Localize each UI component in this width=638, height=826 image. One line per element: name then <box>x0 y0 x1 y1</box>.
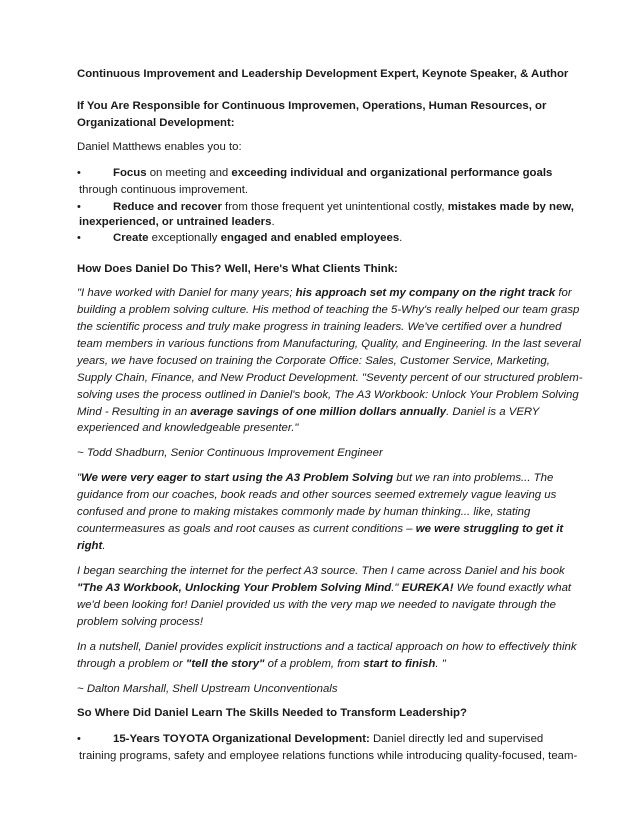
skills-heading: So Where Did Daniel Learn The Skills Needed to Transform Leadership? <box>77 707 467 719</box>
quote-1-line: solving uses the process outlined in Daniel's book, The A3 Workbook: Unlock Your Problem Solving <box>77 389 579 401</box>
quote-1-line: years, we have focused on training the Corporate Office: Sales, Customer Service, Marketing, <box>77 355 550 367</box>
quote-2-line: confused and prone to making mistakes commonly made by human thinking... like, stating <box>77 506 531 518</box>
audience-heading-line-1: If You Are Responsible for Continuous Improvemen, Operations, Human Resources, or <box>77 100 547 112</box>
clients-heading: How Does Daniel Do This? Well, Here's What Clients Think: <box>77 263 398 275</box>
attribution-1: ~ Todd Shadburn, Senior Continuous Improvement Engineer <box>77 447 383 459</box>
skills-bullet-line-2: training programs, safety and employee relations functions while introducing quality-focused, team- <box>79 750 578 762</box>
quote-1-line: experienced and knowledgeable presenter." <box>77 422 299 434</box>
quote-4-line-2: through a problem or "tell the story" of a problem, from start to finish. " <box>77 658 446 670</box>
bullet-glyph: • <box>77 167 81 179</box>
audience-heading-line-2: Organizational Development: <box>77 117 235 129</box>
page-heading: Continuous Improvement and Leadership Development Expert, Keynote Speaker, & Author <box>77 68 569 80</box>
quote-3-line: I began searching the internet for the perfect A3 source. Then I came across Daniel and his book <box>77 565 565 577</box>
quote-4-line: In a nutshell, Daniel provides explicit instructions and a tactical approach on how to effectively think <box>77 641 577 653</box>
quote-2-line: guidance from our coaches, book reads and other sources seemed extremely vague leaving us <box>77 489 557 501</box>
bullet-2-line-1: Reduce and recover from those frequent yet unintentional costly, mistakes made by new, <box>113 201 574 213</box>
bullet-2-line-2: inexperienced, or untrained leaders. <box>79 216 275 228</box>
quote-1-line: Supply Chain, Finance, and New Product Development. "Seventy percent of our structured problem- <box>77 372 583 384</box>
bullet-1-line-2: through continuous improvement. <box>79 184 249 196</box>
quote-2-line-5: right. <box>77 540 106 552</box>
quote-2-line-4: countermeasures as goals and root causes as current conditions – we were struggling to get it <box>77 523 564 535</box>
quote-1-line-1: "I have worked with Daniel for many years; his approach set my company on the right track for <box>77 287 572 299</box>
quote-1-line-8: Mind - Resulting in an average savings of one million dollars annually. Daniel is a VERY <box>77 406 540 418</box>
attribution-2: ~ Dalton Marshall, Shell Upstream Unconventionals <box>77 683 338 695</box>
bullet-glyph: • <box>77 201 81 213</box>
quote-3-line: problem solving process! <box>77 616 203 628</box>
quote-3-line: we'd been looking for! Daniel provided us with the very map we needed to navigate through the <box>77 599 556 611</box>
bullet-glyph: • <box>77 232 81 244</box>
quote-1-line: building a problem solving culture. His method of teaching the 5-Why's really helped our team grasp <box>77 304 580 316</box>
quote-2-line-1: "We were very eager to start using the A3 Problem Solving but we ran into problems... The <box>77 472 554 484</box>
bullet-1-line-1: Focus on meeting and exceeding individual and organizational performance goals <box>113 167 553 179</box>
bullet-3-line-1: Create exceptionally engaged and enabled employees. <box>113 232 403 244</box>
intro-text: Daniel Matthews enables you to: <box>77 141 242 153</box>
quote-3-line-2: "The A3 Workbook, Unlocking Your Problem Solving Mind." EUREKA! We found exactly what <box>77 582 572 594</box>
skills-bullet-line-1: 15-Years TOYOTA Organizational Development: Daniel directly led and supervised <box>113 733 544 745</box>
quote-1-line: the scientific process and truly make progress in training leaders. We've certified over a hundred <box>77 321 562 333</box>
quote-1-line: team members in various functions from Manufacturing, Quality, and Engineering. In the last several <box>77 338 581 350</box>
bullet-glyph: • <box>77 733 81 745</box>
